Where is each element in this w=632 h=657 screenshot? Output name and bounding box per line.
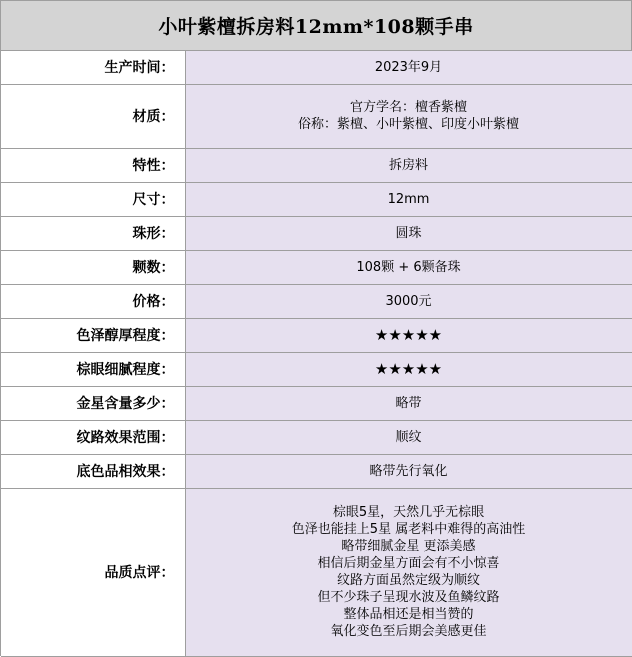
price-label: 价格：: [1, 284, 185, 318]
quality-review-line: 略带细腻金星 更添美感: [341, 539, 476, 554]
gold-star-content-label: 金星含量多少：: [1, 386, 185, 420]
bead-count-text: 108颗 + 6颗备珠: [356, 259, 461, 275]
row-grain-effect: [1, 420, 632, 454]
quality-review-line: 色泽也能挂上5星 属老料中难得的高油性: [291, 522, 526, 537]
quality-review-line: 纹路方面虽然定级为顺纹: [336, 573, 480, 588]
feature-text: 拆房料: [388, 157, 428, 173]
grain-effect-value: [185, 420, 632, 454]
bead-shape-text: 圆珠: [395, 225, 422, 241]
pore-fineness-stars-icon: ★★★★★: [374, 359, 443, 378]
pore-fineness-label: 棕眼细腻程度：: [1, 352, 185, 386]
quality-review-line: 整体品相还是相当赞的: [343, 607, 474, 622]
color-richness-label: 色泽醇厚程度：: [1, 318, 185, 352]
price-text: 3000元: [385, 293, 432, 309]
gold-star-content-text: 略带: [395, 395, 422, 411]
material-official-name: 官方学名：檀香紫檀: [349, 100, 467, 115]
production-time-value: [185, 51, 632, 84]
row-feature: [1, 148, 632, 182]
row-size: [1, 182, 632, 216]
gold-star-content-value: [185, 386, 632, 420]
bead-shape-label: 珠形：: [1, 216, 185, 250]
grain-effect-text: 顺纹: [395, 429, 422, 445]
pore-fineness-value: [185, 352, 632, 386]
size-text: 12mm: [387, 191, 430, 207]
material-label: 材质：: [1, 84, 185, 148]
production-time-label: 生产时间：: [1, 51, 185, 84]
row-bead-count: [1, 250, 632, 284]
base-color-label: 底色品相效果：: [1, 454, 185, 488]
row-production-time: [1, 51, 632, 84]
feature-value: [185, 148, 632, 182]
grain-effect-label: 纹路效果范围：: [1, 420, 185, 454]
bead-shape-value: [185, 216, 632, 250]
row-quality-review: [1, 488, 632, 656]
row-price: [1, 284, 632, 318]
row-bead-shape: [1, 216, 632, 250]
quality-review-value: [185, 488, 632, 656]
production-time-text: 2023年9月: [374, 59, 443, 75]
row-base-color: [1, 454, 632, 488]
color-richness-stars-icon: ★★★★★: [374, 325, 443, 344]
color-richness-value: [185, 318, 632, 352]
material-value: [185, 84, 632, 148]
quality-review-line: 相信后期金星方面会有不小惊喜: [317, 556, 500, 571]
quality-review-line: 氧化变色至后期会美感更佳: [330, 624, 487, 639]
feature-label: 特性：: [1, 148, 185, 182]
price-value: [185, 284, 632, 318]
bead-count-label: 颗数：: [1, 250, 185, 284]
size-label: 尺寸：: [1, 182, 185, 216]
row-pore-fineness: [1, 352, 632, 386]
quality-review-label: 品质点评：: [1, 488, 185, 656]
size-value: [185, 182, 632, 216]
quality-review-line: 棕眼5星，天然几乎无棕眼: [332, 505, 485, 520]
material-common-name: 俗称：紫檀、小叶紫檀、印度小叶紫檀: [297, 117, 519, 132]
bead-count-value: [185, 250, 632, 284]
base-color-text: 略带先行氧化: [369, 463, 448, 479]
row-gold-star-content: [1, 386, 632, 420]
row-material: [1, 84, 632, 148]
sheet-title: 小叶紫檀拆房料12mm*108颗手串: [1, 1, 632, 51]
row-color-richness: [1, 318, 632, 352]
quality-review-line: 但不少珠子呈现水波及鱼鳞纹路: [317, 590, 500, 605]
spec-table: [1, 51, 632, 657]
base-color-value: [185, 454, 632, 488]
